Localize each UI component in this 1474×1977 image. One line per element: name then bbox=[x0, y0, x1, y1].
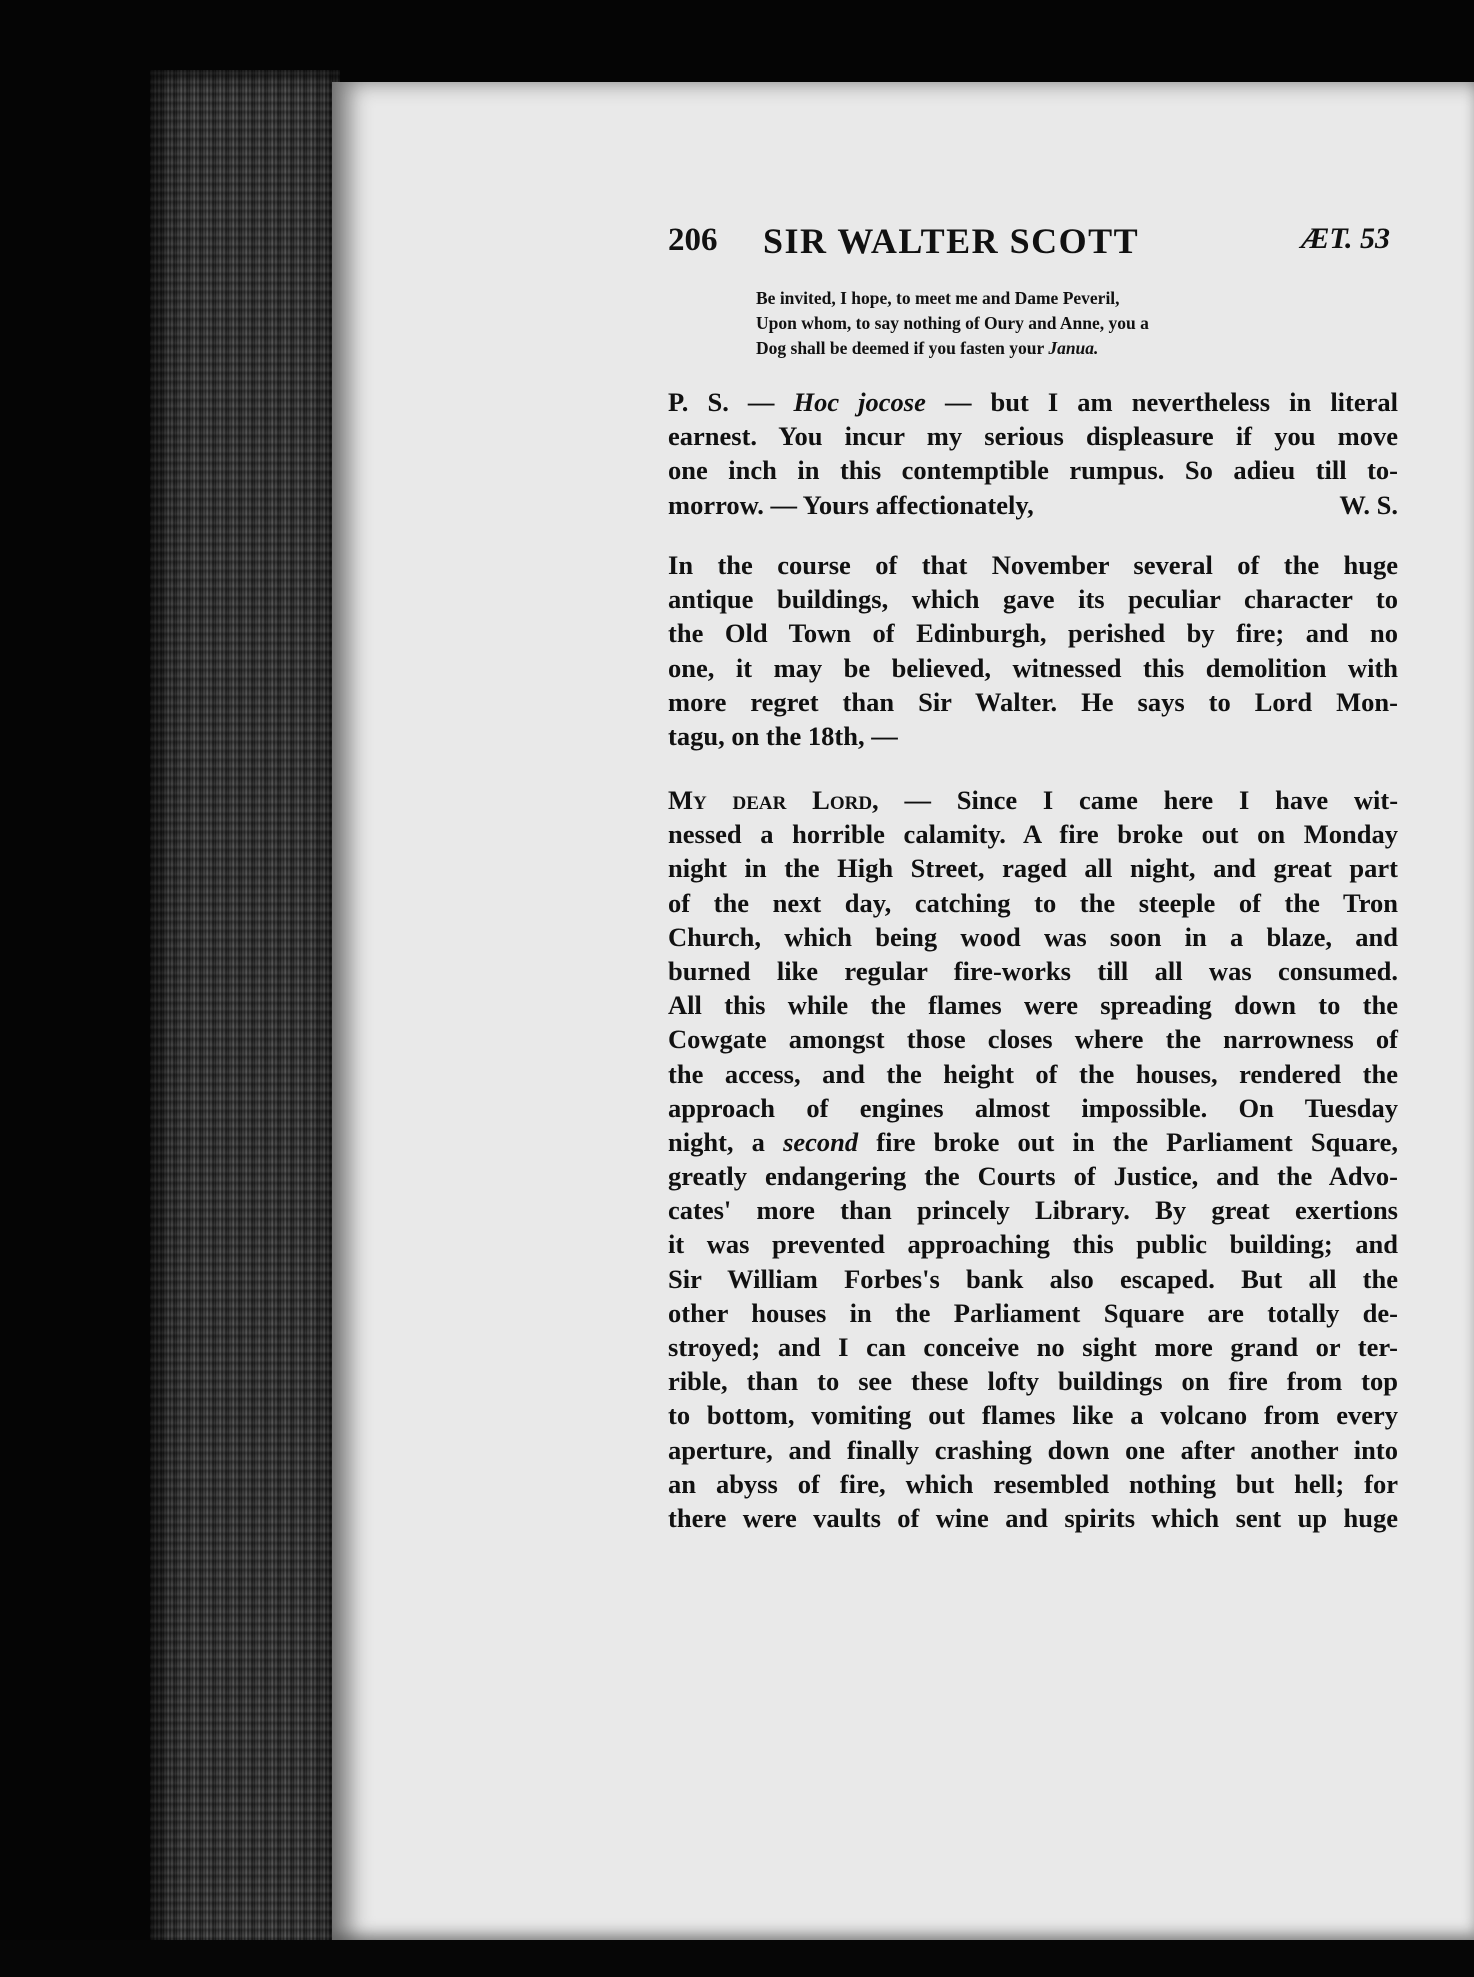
verse-line-text: Dog shall be deemed if you fasten your Janua. bbox=[756, 338, 1099, 358]
text-line: In the course of that November several of the huge bbox=[668, 550, 1398, 580]
verse-line: Upon whom, to say nothing of Oury and Anne, you a bbox=[756, 313, 1149, 333]
text-line: rible, than to see these lofty buildings on fire from top bbox=[668, 1366, 1398, 1397]
text-line: it was prevented approaching this public building; and bbox=[668, 1229, 1398, 1260]
running-title: SIR WALTER SCOTT bbox=[763, 221, 1140, 261]
book-page-edges bbox=[150, 70, 340, 1960]
running-age: ÆT. 53 bbox=[1301, 222, 1390, 255]
salutation-rest: — Since I came here I have wit- bbox=[904, 785, 1399, 815]
verse-quotation bbox=[756, 286, 1356, 361]
text-line bbox=[668, 385, 1398, 419]
scan-bottom-border bbox=[0, 1940, 1474, 1977]
text-line: more regret than Sir Walter. He says to Lord Mon- bbox=[668, 686, 1398, 717]
verse-line: Be invited, I hope, to meet me and Dame Peveril, bbox=[756, 288, 1120, 308]
text-line: tagu, on the 18th, — bbox=[668, 720, 898, 751]
italic-word: second bbox=[783, 1126, 859, 1157]
text-line: there were vaults of wine and spirits which sent up huge bbox=[668, 1502, 1398, 1533]
text-line: Sir William Forbes's bank also escaped. But all the bbox=[668, 1263, 1398, 1294]
text-line: one, it may be believed, witnessed this demolition with bbox=[668, 652, 1398, 683]
text-line: night in the High Street, raged all night, and great part bbox=[668, 853, 1398, 884]
text-line: Cowgate amongst those closes where the narrowness of bbox=[668, 1024, 1398, 1055]
signoff-text: morrow. — Yours affectionately, bbox=[668, 489, 1034, 520]
text-line: greatly endangering the Courts of Justice, and the Advo- bbox=[668, 1161, 1398, 1192]
verse-italic-word: Janua. bbox=[1048, 338, 1099, 358]
text-line: the access, and the height of the houses, rendered the bbox=[668, 1058, 1398, 1089]
running-header bbox=[668, 222, 1390, 274]
letter-paragraph bbox=[668, 783, 1398, 1535]
text-line: the Old Town of Edinburgh, perished by fire; and no bbox=[668, 618, 1398, 649]
text-line: Church, which being wood was soon in a blaze, and bbox=[668, 921, 1398, 952]
verse-line-last bbox=[756, 336, 1356, 361]
text-line: an abyss of fire, which resembled nothing but hell; for bbox=[668, 1468, 1398, 1499]
text-line bbox=[668, 1125, 1398, 1159]
page-number: 206 bbox=[668, 222, 718, 258]
signoff-line bbox=[668, 488, 1398, 522]
text-line: burned like regular fire-works till all was consumed. bbox=[668, 955, 1398, 986]
text-line: All this while the flames were spreading down to the bbox=[668, 990, 1398, 1021]
salutation: My dear Lord, bbox=[668, 785, 879, 815]
signature: W. S. bbox=[1339, 489, 1398, 520]
text-line: to bottom, vomiting out flames like a volcano from every bbox=[668, 1400, 1398, 1431]
text-line bbox=[668, 783, 1398, 817]
ps-italic: Hoc jocose bbox=[793, 387, 926, 417]
postscript-paragraph bbox=[668, 385, 1398, 522]
text-line: stroyed; and I can conceive no sight more grand or ter- bbox=[668, 1332, 1398, 1362]
text-line: aperture, and finally crashing down one after another into bbox=[668, 1434, 1398, 1465]
text-line: antique buildings, which gave its peculiar character to bbox=[668, 584, 1398, 615]
ps-prefix: P. S. — bbox=[668, 387, 775, 417]
text-line: of the next day, catching to the steeple of the Tron bbox=[668, 887, 1398, 918]
text-line: approach of engines almost impossible. On Tuesday bbox=[668, 1092, 1398, 1123]
text-fragment: fire broke out in the Parliament Square, bbox=[876, 1126, 1399, 1157]
text-line: earnest. You incur my serious displeasure if you move bbox=[668, 421, 1398, 452]
ps-rest: — but I am nevertheless in literal bbox=[944, 387, 1399, 417]
text-fragment: night, a bbox=[668, 1126, 765, 1157]
text-line: one inch in this contemptible rumpus. So adieu till to- bbox=[668, 455, 1398, 486]
text-line: cates' more than princely Library. By great exertions bbox=[668, 1195, 1398, 1226]
text-line: nessed a horrible calamity. A fire broke out on Monday bbox=[668, 819, 1398, 850]
text-line: other houses in the Parliament Square are totally de- bbox=[668, 1297, 1398, 1328]
narrative-paragraph bbox=[668, 548, 1398, 753]
